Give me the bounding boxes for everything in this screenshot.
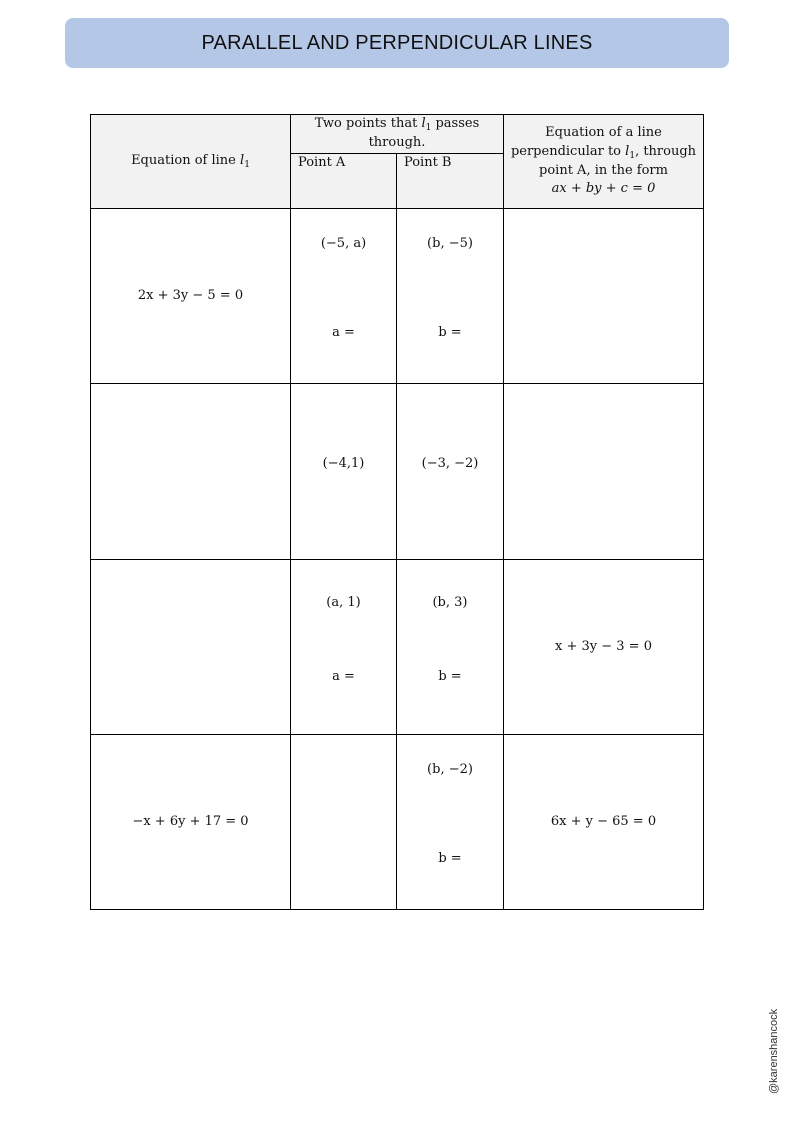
table-border-right bbox=[703, 114, 704, 910]
header-equation-of-line bbox=[91, 115, 290, 208]
symbol-l: l bbox=[240, 153, 245, 169]
row4-answer-b[interactable]: b = bbox=[438, 850, 462, 866]
row1-point-a: (−5, a) bbox=[320, 235, 367, 251]
author-watermark: @karenshancock bbox=[768, 1008, 780, 1094]
row2-equation[interactable] bbox=[91, 384, 290, 559]
general-form: ax + by + c = 0 bbox=[551, 181, 656, 197]
row3-point-a: (a, 1) bbox=[326, 594, 361, 610]
header-text: Equation of a line bbox=[545, 124, 662, 140]
row1-perpendicular[interactable] bbox=[504, 209, 703, 383]
row4-point-b: (b, −2) bbox=[427, 761, 473, 777]
row1-answer-b[interactable]: b = bbox=[438, 324, 462, 340]
symbol-l: l bbox=[421, 116, 426, 132]
header-text: perpendicular to bbox=[510, 143, 622, 159]
row2-point-b: (−3, −2) bbox=[421, 455, 479, 471]
row2-point-a: (−4,1) bbox=[322, 455, 365, 471]
header-point-a: Point A bbox=[298, 155, 346, 170]
symbol-subscript: 1 bbox=[629, 150, 636, 161]
header-text: , through bbox=[635, 143, 697, 159]
symbol-subscript: 1 bbox=[425, 123, 432, 134]
symbol-subscript: 1 bbox=[244, 160, 250, 171]
header-perpendicular-equation bbox=[504, 115, 703, 208]
symbol-l: l bbox=[625, 143, 630, 159]
header-text: passes through. bbox=[368, 116, 480, 150]
row1-point-b: (b, −5) bbox=[427, 235, 473, 251]
worksheet-table bbox=[90, 114, 704, 910]
header-two-points bbox=[291, 115, 503, 153]
row3-answer-b[interactable]: b = bbox=[438, 668, 462, 684]
header-text: point A, in the form bbox=[539, 162, 668, 178]
page-title: PARALLEL AND PERPENDICULAR LINES bbox=[201, 31, 593, 54]
row3-point-b: (b, 3) bbox=[432, 594, 468, 610]
title-banner bbox=[65, 18, 729, 68]
row2-perpendicular[interactable] bbox=[504, 384, 703, 559]
header-text: Equation of line bbox=[131, 153, 236, 169]
table-border-bottom bbox=[90, 909, 704, 910]
row3-perpendicular: x + 3y − 3 = 0 bbox=[555, 638, 652, 654]
row1-equation[interactable]: 2x + 3y − 5 = 0 bbox=[137, 287, 244, 303]
row3-answer-a[interactable]: a = bbox=[332, 668, 355, 684]
row4-point-a[interactable] bbox=[291, 735, 396, 909]
row4-perpendicular: 6x + y − 65 = 0 bbox=[550, 813, 657, 829]
header-point-b: Point B bbox=[404, 155, 452, 170]
row1-answer-a[interactable]: a = bbox=[332, 324, 355, 340]
row3-equation[interactable] bbox=[91, 560, 290, 734]
row4-equation: −x + 6y + 17 = 0 bbox=[132, 813, 249, 829]
header-text: Two points that bbox=[314, 116, 418, 132]
column-divider bbox=[396, 153, 397, 910]
